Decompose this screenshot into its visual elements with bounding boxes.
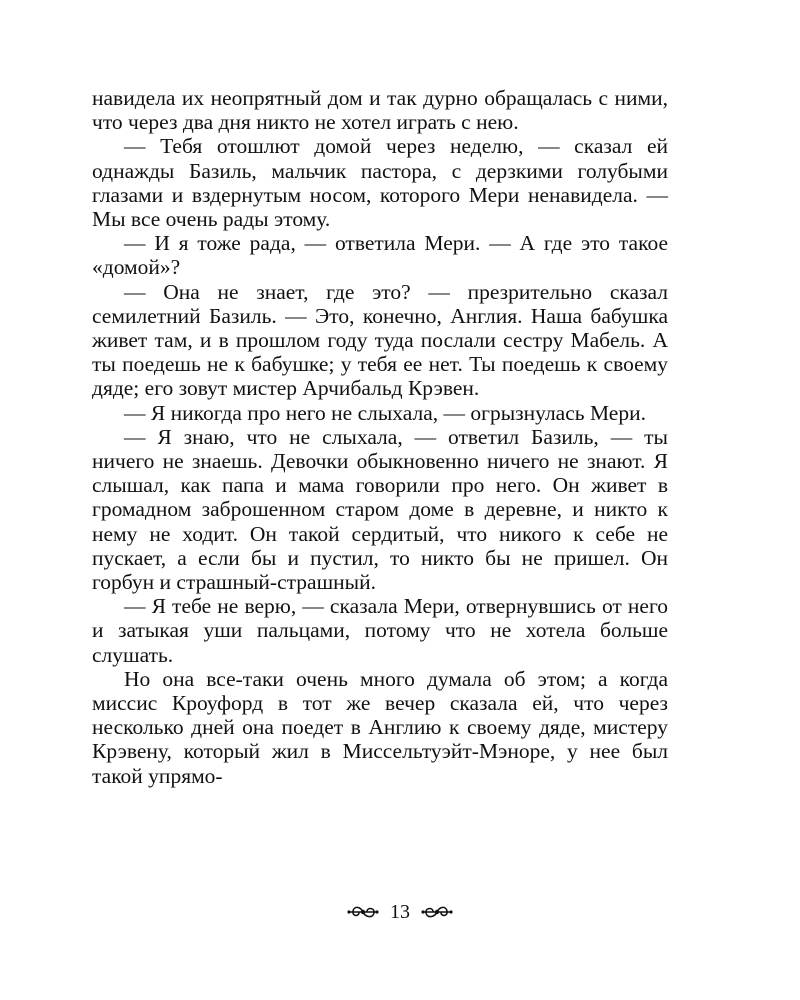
page-footer — [0, 898, 800, 926]
paragraph-dialogue: — И я тоже рада, — ответила Мери. — А где это такое «домой»? — [92, 231, 668, 280]
paragraph-continuation: навидела их неопрятный дом и так дурно обращалась с ними, что через два дня никто не хотел играть с нею. — [92, 86, 668, 135]
right-ornament-icon — [420, 902, 454, 922]
paragraph-dialogue: — Я знаю, что не слыхала, — ответил Базиль, — ты ничего не знаешь. Девочки обыкновенно ничего не знают. Я слышал, как папа и мама говорили про него. Он живет в громадном заброшенном старом доме в деревне, и никто к нему не ходит. Он такой сердитый, что никого к себе не пускает, а если бы и пустил, то никто бы не пришел. Он горбун и страшный-страшный. — [92, 424, 668, 595]
paragraph-dialogue: — Она не знает, где это? — презрительно сказал семилетний Базиль. — Это, конечно, Англия. Наша бабушка живет там, и в прошлом году туда послали сестру Мабель. А ты поедешь не к бабушке; у тебя ее нет. Ты поедешь к своему дяде; его зовут мистер Арчибальд Крэвен. — [92, 279, 668, 401]
page-number: 13 — [390, 900, 410, 923]
paragraph-narration: Но она все-таки очень много думала об этом; а когда миссис Кроуфорд в тот же вечер сказала ей, что через несколько дней она поедет в Англию к своему дяде, мистеру Крэвену, который жил в Миссельтуэйт-Мэноре, у нее был такой упрямо- — [92, 666, 668, 788]
page-text — [92, 86, 668, 788]
left-ornament-icon — [346, 902, 380, 922]
paragraph-dialogue: — Я никогда про него не слыхала, — огрызнулась Мери. — [124, 400, 646, 425]
paragraph-dialogue: — Тебя отошлют домой через неделю, — сказал ей однажды Базиль, мальчик пастора, с дерзкими голубыми глазами и вздернутым носом, которого Мери ненавидела. — Мы все очень рады этому. — [92, 134, 668, 232]
paragraph-dialogue: — Я тебе не верю, — сказала Мери, отвернувшись от него и затыкая уши пальцами, потому что не хотела больше слушать. — [92, 594, 668, 667]
